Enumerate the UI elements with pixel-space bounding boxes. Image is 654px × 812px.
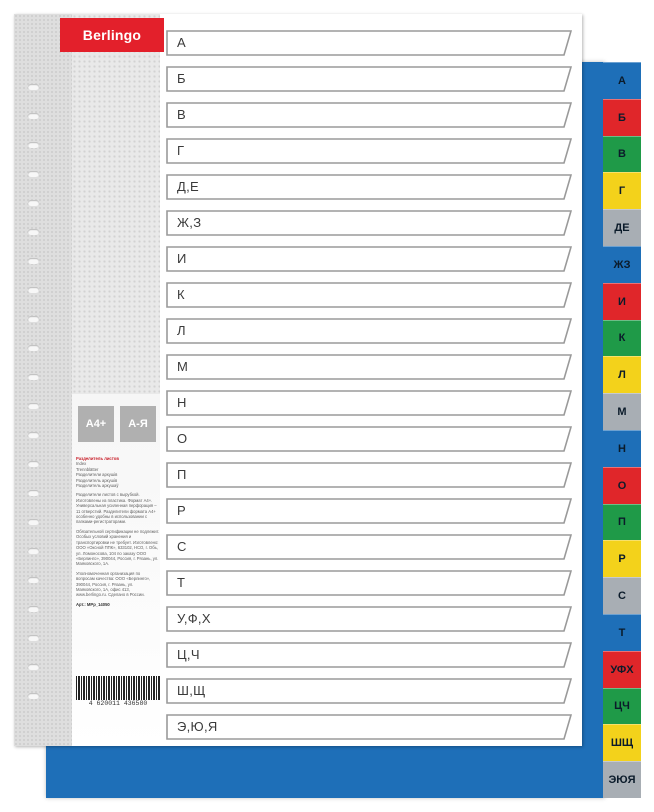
index-row bbox=[166, 678, 572, 704]
index-row-label: И bbox=[177, 251, 187, 266]
index-row bbox=[166, 30, 572, 56]
index-row bbox=[166, 102, 572, 128]
index-row-frame bbox=[166, 66, 572, 92]
index-row-frame bbox=[166, 246, 572, 272]
index-row-frame bbox=[166, 678, 572, 704]
punch-hole bbox=[28, 287, 39, 293]
index-row bbox=[166, 246, 572, 272]
punch-hole bbox=[28, 316, 39, 322]
info-lang-4: Разделитель аркушів bbox=[76, 477, 118, 483]
index-row-label: К bbox=[177, 287, 185, 302]
punch-hole bbox=[28, 403, 39, 409]
index-row-frame bbox=[166, 498, 572, 524]
index-row-frame bbox=[166, 642, 572, 668]
index-row-label: Д,Е bbox=[177, 179, 199, 194]
index-row bbox=[166, 462, 572, 488]
index-tab: ЖЗ bbox=[603, 246, 641, 283]
info-lang-5: Разделитель аркушаў bbox=[76, 483, 119, 489]
index-row bbox=[166, 354, 572, 380]
index-tab: Г bbox=[603, 172, 641, 209]
index-row-label: Б bbox=[177, 71, 186, 86]
article-number: Арт.: MPp_14050 bbox=[76, 601, 110, 607]
index-row bbox=[166, 318, 572, 344]
index-row bbox=[166, 138, 572, 164]
index-row bbox=[166, 642, 572, 668]
perforated-binding-strip bbox=[14, 14, 72, 746]
index-row-frame bbox=[166, 462, 572, 488]
info-title: Разделитель листов bbox=[76, 456, 119, 461]
index-row-frame bbox=[166, 102, 572, 128]
index-tab: ШЩ bbox=[603, 724, 641, 761]
index-tab: Р bbox=[603, 540, 641, 577]
punch-hole bbox=[28, 461, 39, 467]
index-row-label: Н bbox=[177, 395, 187, 410]
punch-hole bbox=[28, 200, 39, 206]
index-row bbox=[166, 606, 572, 632]
index-tab: И bbox=[603, 283, 641, 320]
index-row-frame bbox=[166, 390, 572, 416]
index-row-label: Л bbox=[177, 323, 186, 338]
punch-hole bbox=[28, 84, 39, 90]
index-tab-strip bbox=[603, 62, 641, 798]
index-row bbox=[166, 390, 572, 416]
format-badge: A4+ bbox=[78, 406, 114, 442]
range-badge: А-Я bbox=[120, 406, 156, 442]
punch-hole bbox=[28, 635, 39, 641]
punch-hole bbox=[28, 577, 39, 583]
index-tab: П bbox=[603, 504, 641, 541]
barcode-number: 4 620011 436580 bbox=[88, 700, 148, 707]
index-tab: Т bbox=[603, 614, 641, 651]
index-tab: К bbox=[603, 320, 641, 357]
product-info-text bbox=[76, 456, 160, 607]
index-row-label: С bbox=[177, 539, 187, 554]
index-tab: В bbox=[603, 136, 641, 173]
index-tab: ЦЧ bbox=[603, 688, 641, 725]
index-row bbox=[166, 570, 572, 596]
index-tab: УФХ bbox=[603, 651, 641, 688]
index-tab: С bbox=[603, 577, 641, 614]
index-row bbox=[166, 210, 572, 236]
index-row-label: Э,Ю,Я bbox=[177, 719, 218, 734]
punch-hole bbox=[28, 171, 39, 177]
punch-hole bbox=[28, 490, 39, 496]
index-row-frame bbox=[166, 606, 572, 632]
index-row-label: Р bbox=[177, 503, 186, 518]
index-row-frame bbox=[166, 138, 572, 164]
index-row-label: Ц,Ч bbox=[177, 647, 200, 662]
punch-hole bbox=[28, 374, 39, 380]
punch-hole bbox=[28, 345, 39, 351]
index-row-label: П bbox=[177, 467, 187, 482]
punch-hole bbox=[28, 258, 39, 264]
index-tab: Б bbox=[603, 99, 641, 136]
info-authorized: Уполномоченная организация по вопросам качества: ООО «Берлинго», 390044, Россия, г. Рязань, ул. Маяковского, 1А, офис 413, www.berlingo.ru. Сделано в России. bbox=[76, 570, 151, 598]
index-tab: Н bbox=[603, 430, 641, 467]
index-row-label: У,Ф,Х bbox=[177, 611, 211, 626]
punch-hole bbox=[28, 548, 39, 554]
punch-hole bbox=[28, 664, 39, 670]
punch-hole bbox=[28, 606, 39, 612]
index-row bbox=[166, 426, 572, 452]
info-description: Разделители листов с вырубкой. Изготовлены из пластика. Формат А4+. Универсальная усиленная перфорация – 11 отверстий. Разделители формата А4+ особенно удобны в использовании с папками-регистраторами. bbox=[76, 492, 157, 525]
index-row-label: А bbox=[177, 35, 186, 50]
index-row-label: В bbox=[177, 107, 186, 122]
index-row-frame bbox=[166, 282, 572, 308]
punch-hole bbox=[28, 113, 39, 119]
front-sheet bbox=[14, 14, 582, 746]
index-row-label: М bbox=[177, 359, 189, 374]
info-lang-3: Разделители аркушів bbox=[76, 472, 118, 478]
index-tab: М bbox=[603, 393, 641, 430]
index-row-frame bbox=[166, 210, 572, 236]
barcode bbox=[76, 676, 160, 700]
index-row-label: Т bbox=[177, 575, 186, 590]
punch-hole bbox=[28, 519, 39, 525]
index-row-frame bbox=[166, 570, 572, 596]
info-lang-1: Index bbox=[76, 461, 87, 467]
index-row-label: Г bbox=[177, 143, 185, 158]
index-tab: ЭЮЯ bbox=[603, 761, 641, 798]
index-row bbox=[166, 66, 572, 92]
index-row-frame bbox=[166, 318, 572, 344]
index-row-frame bbox=[166, 354, 572, 380]
index-row-label: Ж,З bbox=[177, 215, 202, 230]
index-row bbox=[166, 174, 572, 200]
index-row-frame bbox=[166, 174, 572, 200]
index-row bbox=[166, 498, 572, 524]
index-tab: А bbox=[603, 62, 641, 99]
punch-hole bbox=[28, 432, 39, 438]
brand-logo: Berlingo bbox=[60, 18, 164, 52]
punch-hole bbox=[28, 229, 39, 235]
index-row bbox=[166, 282, 572, 308]
info-certification: Обязательной сертификации не подлежит. Особых условий хранения и транспортировки не требует. Изготовлено: ООО «Оксной ППК», 633102, НСО, г. Обь, ул. Ломоносова, 104 по заказу ООО «Берлинго», 390044, Россия, г. Рязань, ул. Маяковского, 1А. bbox=[76, 528, 160, 567]
index-row-frame bbox=[166, 714, 572, 740]
index-row-frame bbox=[166, 30, 572, 56]
index-row-frame bbox=[166, 426, 572, 452]
index-row bbox=[166, 714, 572, 740]
index-tab: ДЕ bbox=[603, 209, 641, 246]
punch-hole bbox=[28, 142, 39, 148]
index-tab: Л bbox=[603, 356, 641, 393]
index-row-label: О bbox=[177, 431, 188, 446]
punch-hole bbox=[28, 693, 39, 699]
index-row-label: Ш,Щ bbox=[177, 683, 206, 698]
index-tab: О bbox=[603, 467, 641, 504]
info-lang-2: Trennblätter bbox=[76, 466, 99, 472]
index-row-frame bbox=[166, 534, 572, 560]
index-row bbox=[166, 534, 572, 560]
